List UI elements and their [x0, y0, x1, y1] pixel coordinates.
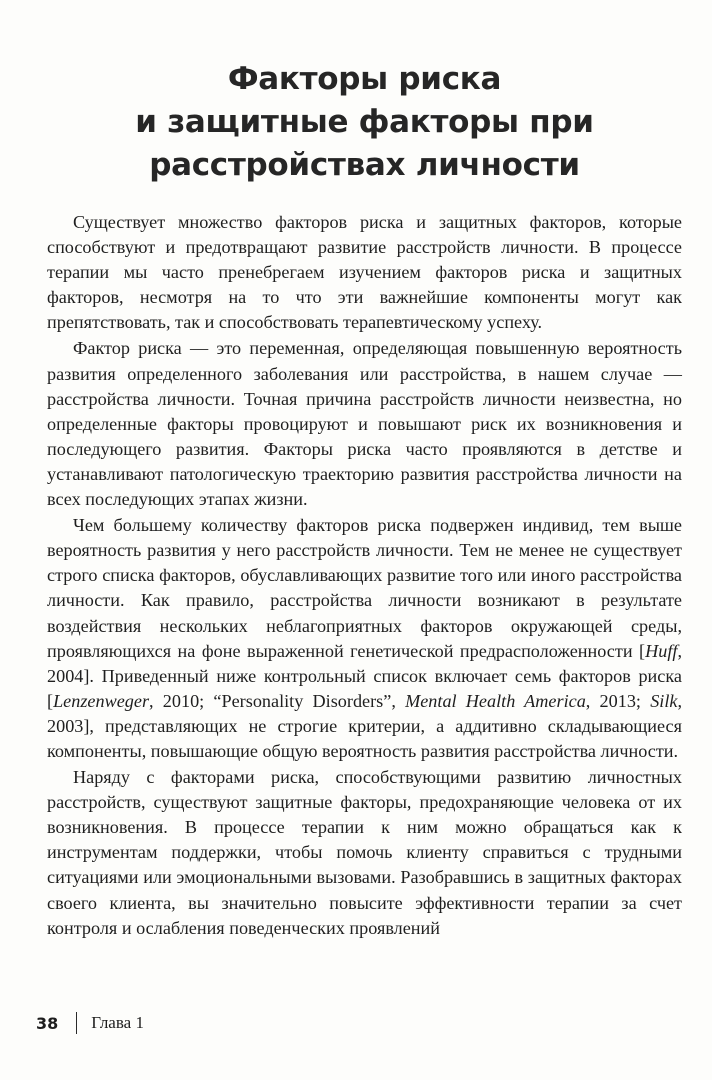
footer-divider — [76, 1012, 77, 1034]
paragraph-2: Фактор риска — это переменная, определяющая повышенную вероятность развития определенного заболевания или расстройства, в нашем случае — расстройства личности. Точная причина расстройств личности неизвестна, но определенные факторы провоцируют и повышают риск их возникновения и последующего развития. Факторы риска часто проявляются в детстве и устанавливают патологическую траекторию развития расстройства личности на всех последующих этапах жизни. — [47, 338, 682, 510]
paragraph-3-text: , 2003], представляющих не строгие критерии, а аддитивно складывающиеся компоненты, повышающие общую вероятность развития расстройства личности. — [47, 690, 683, 761]
paragraph-3-text: Чем большему количеству факторов риска подвержен индивид, тем выше вероятность развития у него расстройств личности. Тем не менее не существует строго списка факторов, обуславливающих развитие того или иного расстройства личности. Как правило, расстройства личности возникают в результате воздействия нескольких неблагоприятных факторов окружающей среды, проявляющихся на фоне выраженной генетической предрасположенности [ — [47, 515, 682, 661]
paragraph-1: Существует множество факторов риска и защитных факторов, которые способствуют и предотвращают развитие расстройств личности. В процессе терапии мы часто пренебрегаем изучением факторов риска и защитных факторов, несмотря на то что эти важнейшие компоненты могут как препятствовать, так и способствовать терапевтическому успеху. — [47, 212, 682, 333]
citation-author: Huff — [645, 640, 678, 661]
title-line-2: и защитные факторы при — [135, 104, 594, 140]
paragraph-3-text: , 2004]. Приведенный ниже контрольный список включает семь факторов риска [ — [47, 640, 682, 711]
citation-source: Mental Health America — [405, 690, 586, 711]
page-number: 38 — [36, 1013, 59, 1033]
citation-author: Silk — [650, 690, 678, 711]
page-title — [47, 58, 682, 187]
paragraph-4: Наряду с факторами риска, способствующими развитию личностных расстройств, существуют защитные факторы, предохраняющие человека от их возникновения. В процессе терапии к ним можно обращаться как к инструментам поддержки, чтобы помочь клиенту справиться с трудными ситуациями или эмоциональными вызовами. Разобравшись в защитных факторах своего клиента, вы значительно повысите эффективности терапии за счет контроля и ослабления поведенческих проявлений — [47, 767, 682, 938]
title-line-1: Факторы риска — [227, 61, 502, 97]
citation-author: Lenzenweger — [53, 690, 150, 711]
chapter-label: Глава 1 — [91, 1013, 144, 1032]
body-text — [47, 210, 682, 941]
paragraph-3 — [47, 513, 682, 764]
page-footer — [36, 1012, 144, 1034]
paragraph-3-text: , 2013; — [585, 690, 651, 711]
paragraph-3-text: , 2010; “Personality Disorders”, — [149, 690, 406, 711]
title-line-3: расстройствах личности — [149, 147, 580, 183]
